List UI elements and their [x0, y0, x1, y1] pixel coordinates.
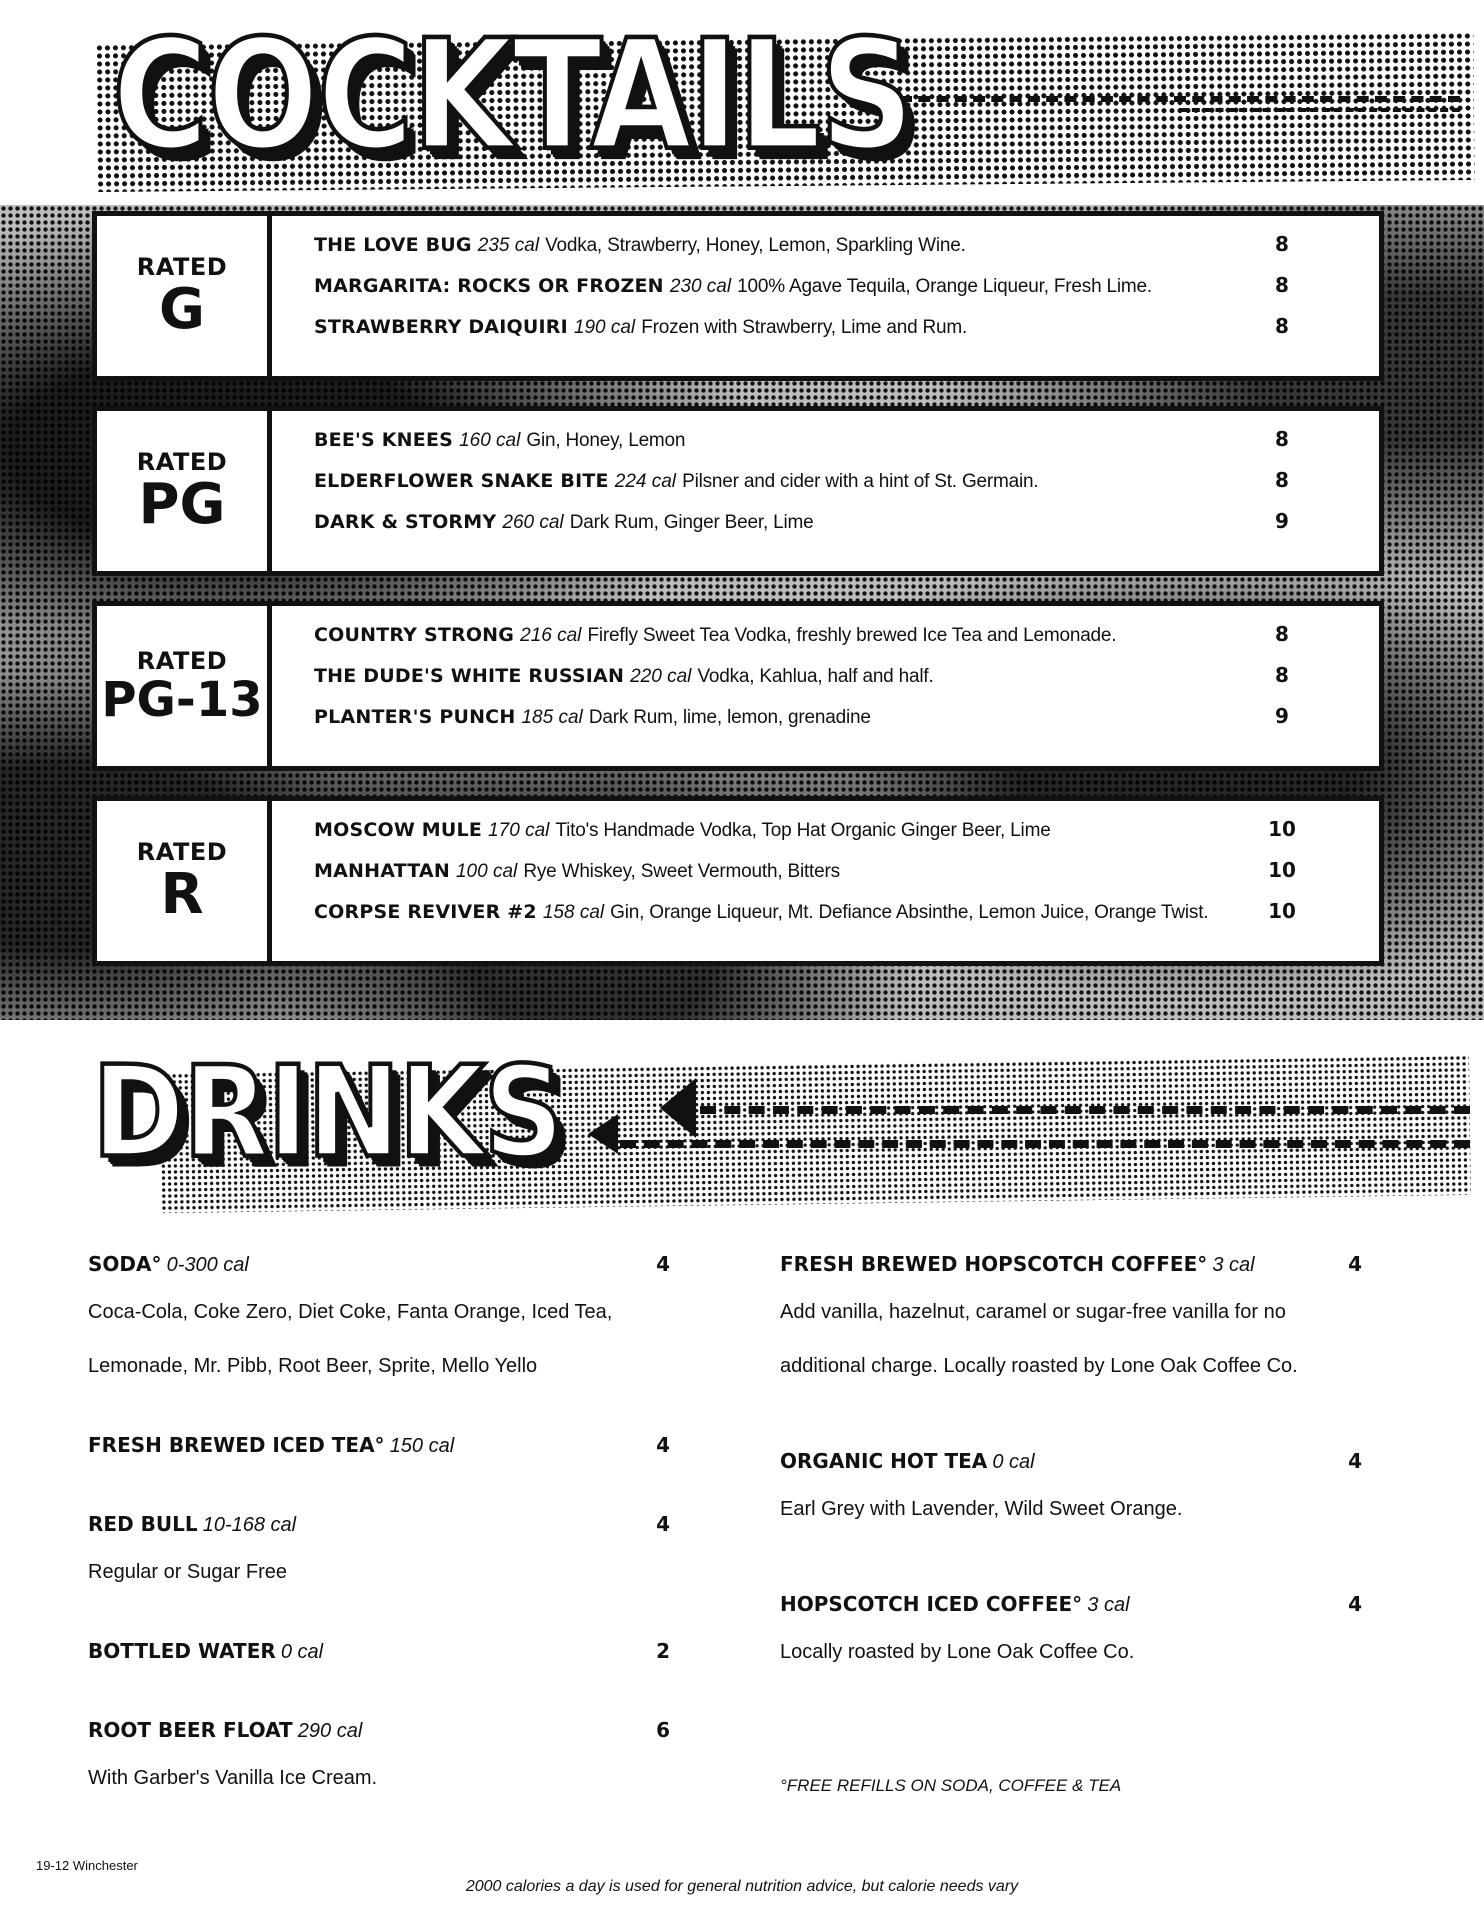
drink-description: Add vanilla, hazelnut, caramel or sugar-free vanilla for no additional charge. Locally roasted by Lone Oak Coffee Co. — [780, 1301, 1298, 1377]
drink-calories: 150 cal — [389, 1435, 455, 1457]
drinks-title: DRINKS — [92, 1039, 563, 1186]
cocktail-calories: 190 cal — [573, 317, 636, 338]
drink-price: 4 — [656, 1252, 670, 1276]
cocktail-item — [314, 427, 1379, 468]
drink-price: 6 — [656, 1718, 670, 1742]
cocktail-calories: 224 cal — [614, 471, 677, 492]
drink-item — [88, 1718, 670, 1805]
drinks-dashed-line-top — [700, 1106, 1470, 1114]
drink-header-row — [88, 1252, 670, 1277]
cocktail-calories: 235 cal — [477, 235, 540, 256]
rated-letter: PG-13 — [101, 671, 263, 728]
drink-price: 4 — [656, 1433, 670, 1457]
drinks-header — [0, 1040, 1484, 1220]
cocktail-description: Vodka, Strawberry, Honey, Lemon, Sparkling Wine. — [545, 235, 966, 256]
rated-box-pg-13 — [92, 601, 1384, 771]
cocktail-item — [314, 232, 1379, 273]
cocktail-text — [314, 511, 1264, 534]
drink-item — [780, 1252, 1362, 1393]
cocktail-calories: 100 cal — [455, 861, 518, 882]
drink-description: Regular or Sugar Free — [88, 1561, 287, 1583]
cocktail-name: STRAWBERRY DAIQUIRI — [314, 316, 568, 338]
cocktail-name: ELDERFLOWER SNAKE BITE — [314, 470, 609, 492]
cocktail-description: Gin, Orange Liqueur, Mt. Defiance Absinthe, Lemon Juice, Orange Twist. — [610, 902, 1209, 923]
cocktail-description: Rye Whiskey, Sweet Vermouth, Bitters — [523, 861, 840, 882]
drink-header-row — [88, 1718, 670, 1743]
drink-description: Coca-Cola, Coke Zero, Diet Coke, Fanta Orange, Iced Tea, Lemonade, Mr. Pibb, Root Beer, Sprite, Mello Yello — [88, 1301, 613, 1377]
drink-description: Earl Grey with Lavender, Wild Sweet Orange. — [780, 1498, 1183, 1520]
rated-letter: R — [160, 861, 204, 927]
drink-name: SODA° — [88, 1252, 162, 1276]
cocktail-list — [272, 801, 1379, 961]
drink-name: HOPSCOTCH ICED COFFEE° — [780, 1592, 1083, 1616]
calorie-note: 2000 calories a day is used for general nutrition advice, but calorie needs vary — [465, 1878, 1019, 1895]
cocktail-price: 10 — [1268, 817, 1296, 841]
drink-item — [88, 1252, 670, 1393]
cocktail-price: 8 — [1275, 273, 1289, 297]
rated-label — [97, 801, 272, 961]
footer-code: 19-12 Winchester — [36, 1858, 138, 1873]
drink-name: BOTTLED WATER — [88, 1639, 276, 1663]
drink-name-group — [88, 1512, 296, 1537]
cocktail-price: 8 — [1275, 232, 1289, 256]
cocktail-description: Gin, Honey, Lemon — [526, 430, 686, 451]
cocktail-name: THE LOVE BUG — [314, 234, 472, 256]
cocktail-item — [314, 468, 1379, 509]
drinks-dashed-line-bottom — [620, 1140, 1470, 1148]
cocktail-calories: 170 cal — [488, 820, 550, 841]
double-left-arrow-icon — [660, 1078, 696, 1138]
cocktail-item — [314, 273, 1379, 314]
cocktail-text — [314, 316, 1264, 339]
rated-box-pg — [92, 406, 1384, 576]
drink-header-row — [88, 1512, 670, 1537]
cocktail-calories: 230 cal — [669, 276, 732, 297]
cocktail-description: Pilsner and cider with a hint of St. Germain. — [682, 471, 1039, 492]
cocktail-text — [314, 429, 1264, 452]
cocktail-price: 8 — [1275, 622, 1289, 646]
cocktail-description: Vodka, Kahlua, half and half. — [697, 666, 934, 687]
cocktail-name: COUNTRY STRONG — [314, 624, 515, 646]
rated-label — [97, 216, 272, 376]
cocktail-item — [314, 314, 1379, 355]
rated-box-g — [92, 211, 1384, 381]
drink-calories: 0 cal — [992, 1451, 1035, 1473]
cocktail-calories: 160 cal — [459, 430, 521, 451]
cocktail-price: 8 — [1275, 427, 1289, 451]
drink-price: 4 — [1348, 1449, 1362, 1473]
rated-label — [97, 411, 272, 571]
drink-header-row — [88, 1433, 670, 1458]
drink-calories: 0 cal — [280, 1641, 324, 1663]
rated-word: RATED — [136, 252, 228, 281]
cocktail-text — [314, 665, 1264, 688]
cocktail-text — [314, 706, 1264, 729]
cocktail-text — [314, 819, 1264, 842]
drink-name: FRESH BREWED ICED TEA° — [88, 1433, 385, 1457]
cocktail-text — [314, 901, 1264, 924]
cocktail-description: Dark Rum, Ginger Beer, Lime — [569, 512, 814, 533]
cocktail-name: BEE'S KNEES — [314, 429, 454, 451]
drink-name-group — [780, 1592, 1130, 1617]
cocktail-name: MANHATTAN — [314, 860, 450, 882]
cocktail-price: 8 — [1275, 314, 1289, 338]
drink-calories: 0-300 cal — [166, 1254, 249, 1276]
cocktail-calories: 216 cal — [520, 625, 582, 646]
drink-name-group — [780, 1449, 1035, 1474]
cocktail-description: Dark Rum, lime, lemon, grenadine — [588, 707, 871, 728]
rated-word: RATED — [136, 646, 228, 675]
cocktails-header — [0, 0, 1484, 200]
drink-name: RED BULL — [88, 1512, 198, 1536]
rated-letter: PG — [138, 471, 226, 537]
drink-header-row — [88, 1639, 670, 1664]
cocktail-description: Tito's Handmade Vodka, Top Hat Organic Ginger Beer, Lime — [555, 820, 1051, 841]
drink-header-row — [780, 1592, 1362, 1617]
drink-item — [88, 1639, 670, 1664]
cocktail-item — [314, 704, 1379, 745]
cocktail-item — [314, 509, 1379, 550]
drink-name-group — [88, 1639, 323, 1664]
cocktails-title: COCKTAILS — [112, 7, 913, 185]
drink-calories: 10-168 cal — [202, 1514, 297, 1536]
drink-calories: 3 cal — [1087, 1594, 1130, 1616]
drink-description: Locally roasted by Lone Oak Coffee Co. — [780, 1641, 1135, 1663]
cocktail-item — [314, 663, 1379, 704]
cocktail-name: CORPSE REVIVER #2 — [314, 901, 537, 923]
cocktail-description: 100% Agave Tequila, Orange Liqueur, Fresh Lime. — [737, 276, 1152, 297]
cocktail-price: 10 — [1268, 858, 1296, 882]
cocktail-name: DARK & STORMY — [314, 511, 497, 533]
cocktail-calories: 220 cal — [630, 666, 692, 687]
cocktail-text — [314, 860, 1264, 883]
cocktail-list — [272, 606, 1379, 766]
drink-header-row — [780, 1449, 1362, 1474]
refills-note: °FREE REFILLS ON SODA, COFFEE & TEA — [780, 1776, 1122, 1795]
drinks-right-column — [780, 1252, 1362, 1679]
rated-word: RATED — [136, 837, 228, 866]
cocktails-dashed-line-2 — [1180, 108, 1460, 112]
cocktail-name: MARGARITA: ROCKS OR FROZEN — [314, 275, 664, 297]
cocktail-list — [272, 216, 1379, 376]
cocktail-text — [314, 275, 1264, 298]
drink-item — [88, 1433, 670, 1458]
cocktail-item — [314, 899, 1379, 940]
drink-price: 4 — [1348, 1592, 1362, 1616]
rated-box-r — [92, 796, 1384, 966]
cocktail-name: THE DUDE'S WHITE RUSSIAN — [314, 665, 625, 687]
cocktail-name: PLANTER'S PUNCH — [314, 706, 516, 728]
drink-item — [88, 1512, 670, 1599]
cocktail-item — [314, 622, 1379, 663]
cocktails-dashed-line — [900, 96, 1460, 102]
cocktail-price: 10 — [1268, 899, 1296, 923]
cocktail-text — [314, 470, 1264, 493]
cocktail-item — [314, 817, 1379, 858]
drink-name: FRESH BREWED HOPSCOTCH COFFEE° — [780, 1252, 1208, 1276]
cocktail-description: Frozen with Strawberry, Lime and Rum. — [641, 317, 968, 338]
cocktail-text — [314, 234, 1264, 257]
rated-word: RATED — [136, 447, 228, 476]
drink-description: With Garber's Vanilla Ice Cream. — [88, 1767, 378, 1789]
rated-letter: G — [159, 276, 205, 342]
rated-label — [97, 606, 272, 766]
cocktail-price: 9 — [1275, 509, 1289, 533]
drink-item — [780, 1449, 1362, 1536]
drink-price: 4 — [656, 1512, 670, 1536]
drinks-left-column — [88, 1252, 670, 1805]
cocktail-calories: 185 cal — [521, 707, 583, 728]
drink-name: ROOT BEER FLOAT — [88, 1718, 293, 1742]
cocktail-calories: 158 cal — [542, 902, 605, 923]
left-arrow-icon — [588, 1114, 618, 1154]
drink-item — [780, 1592, 1362, 1679]
cocktail-name: MOSCOW MULE — [314, 819, 483, 841]
cocktail-price: 9 — [1275, 704, 1289, 728]
cocktail-calories: 260 cal — [502, 512, 564, 533]
drink-price: 2 — [656, 1639, 670, 1663]
cocktail-description: Firefly Sweet Tea Vodka, freshly brewed Ice Tea and Lemonade. — [587, 625, 1117, 646]
cocktail-text — [314, 624, 1264, 647]
drink-name-group — [88, 1433, 454, 1458]
drink-price: 4 — [1348, 1252, 1362, 1276]
drink-calories: 3 cal — [1212, 1254, 1255, 1276]
drink-name-group — [88, 1718, 362, 1743]
drink-name-group — [780, 1252, 1255, 1277]
drink-header-row — [780, 1252, 1362, 1277]
cocktail-price: 8 — [1275, 663, 1289, 687]
cocktail-list — [272, 411, 1379, 571]
drink-calories: 290 cal — [297, 1720, 363, 1742]
drink-name-group — [88, 1252, 249, 1277]
cocktail-price: 8 — [1275, 468, 1289, 492]
cocktail-item — [314, 858, 1379, 899]
drink-name: ORGANIC HOT TEA — [780, 1449, 988, 1473]
